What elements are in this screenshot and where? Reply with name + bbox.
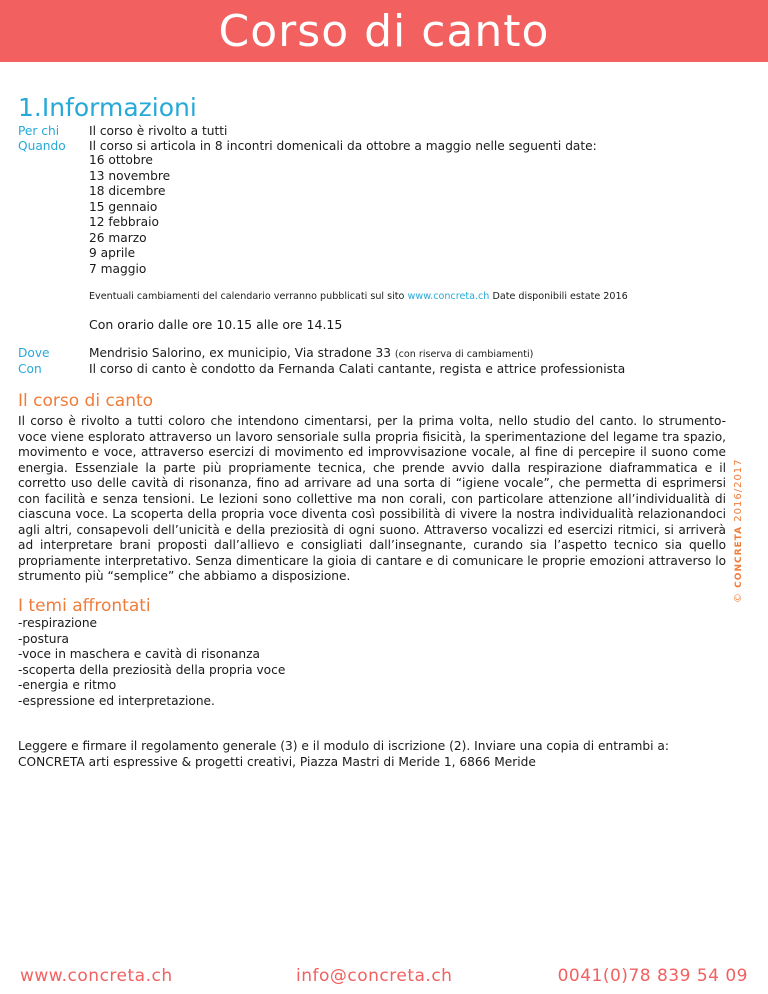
corso-description: Il corso è rivolto a tutti coloro che intendono cimentarsi, per la prima volta, nello studio del canto. lo strumento-voce viene esplorato attraverso un lavoro sensoriale sulla propria fisicità, la sperimentazione del legame tra spazio, movimento e voce, attraverso esercizi di movimento ed improvvisazione vocale, al fine di percepire il suono come energia. Essenziale la parte più propriamente tecnica, che prende avvio dalla respirazione diaframmatica e il corretto uso delle cavità di risonanza, fino ad arrivare ad una sorta di “igiene vocale”, che permetta di esprimersi con facilità e senza tensioni. Le lezioni sono collettive ma non corali, con particolare attenzione all’individualità di ciascuna voce. La scoperta della propria voce diventa così possibilità di vivere la nostra individualità relazionandoci agli altri, consapevoli dell’unicità e della preziosità di ogni suono. Attraverso vocalizzi ed esercizi ritmici, si arriverà ad interpretare brani proposti dall’allievo e consigliati dall’insegnante, curando sia l’aspetto tecnico sia quello propriamente interpretativo. Senza dimenticare la gioia di cantare e di comunicare le proprie emozioni attraverso lo strumento più “semplice” che abbiamo a disposizione. [18, 414, 726, 583]
note-text: Eventuali cambiamenti del calendario verranno pubblicati sul sito [89, 291, 405, 302]
dove-note: (con riserva di cambiamenti) [394, 349, 534, 360]
label-quando: Quando [18, 139, 66, 153]
list-item: -espressione ed interpretazione. [18, 693, 215, 708]
footer-email[interactable]: info@concreta.ch [296, 966, 453, 986]
footer [0, 966, 768, 994]
list-item: -respirazione [18, 616, 98, 630]
value-per-chi: Il corso è rivolto a tutti [89, 124, 228, 138]
label-per-chi: Per chi [18, 124, 60, 138]
section-title-informazioni: 1.Informazioni [18, 93, 197, 122]
footer-phone[interactable]: 0041(0)78 839 54 09 [557, 966, 748, 986]
calendar-note [89, 291, 628, 302]
value-quando: Il corso si articola in 8 incontri domenicali da ottobre a maggio nelle seguenti date: [89, 139, 597, 153]
date-item: 9 aprile [89, 246, 136, 260]
label-dove: Dove [18, 346, 50, 360]
list-item: -postura [18, 631, 69, 646]
copyright-symbol: © [733, 592, 744, 603]
label-con: Con [18, 362, 42, 376]
header-banner [0, 0, 768, 62]
copyright-years: 2016/2017 [733, 458, 744, 522]
list-item: -scoperta della preziosità della propria voce [18, 662, 286, 677]
page-title: Corso di canto [218, 5, 550, 57]
value-con: Il corso di canto è condotto da Fernanda Calati cantante, regista e attrice professionista [89, 362, 626, 376]
list-item: -voce in maschera e cavità di risonanza [18, 647, 261, 661]
temi-list [18, 616, 285, 709]
brand-logo-text: CONCRETA [734, 525, 744, 588]
section-title-temi: I temi affrontati [18, 596, 151, 616]
date-item: 16 ottobre [89, 153, 153, 167]
closing-line-1: Leggere e firmare il regolamento generale (3) e il modulo di iscrizione (2). Inviare una copia di entrambi a: [18, 739, 669, 753]
footer-website[interactable]: www.concreta.ch [20, 966, 173, 986]
date-item: 13 novembre [89, 168, 171, 183]
date-item: 18 dicembre [89, 184, 166, 198]
closing-line-2: CONCRETA arti espressive & progetti creativi, Piazza Mastri di Meride 1, 6866 Meride [18, 754, 536, 769]
note-tail: Date disponibili estate 2016 [492, 291, 628, 302]
date-item: 15 gennaio [89, 199, 158, 214]
date-item: 12 febbraio [89, 215, 159, 229]
hours-text: Con orario dalle ore 10.15 alle ore 14.15 [89, 317, 343, 332]
section-title-corso: Il corso di canto [18, 391, 154, 411]
website-link[interactable]: www.concreta.ch [407, 291, 490, 302]
value-dove: Mendrisio Salorino, ex municipio, Via stradone 33 [89, 346, 392, 360]
date-item: 7 maggio [89, 261, 147, 276]
value-dove-wrap [89, 346, 729, 363]
list-item: -energia e ritmo [18, 678, 117, 692]
closing-instructions [18, 739, 738, 770]
side-copyright [733, 458, 744, 603]
date-item: 26 marzo [89, 230, 147, 245]
dates-list [89, 153, 170, 277]
